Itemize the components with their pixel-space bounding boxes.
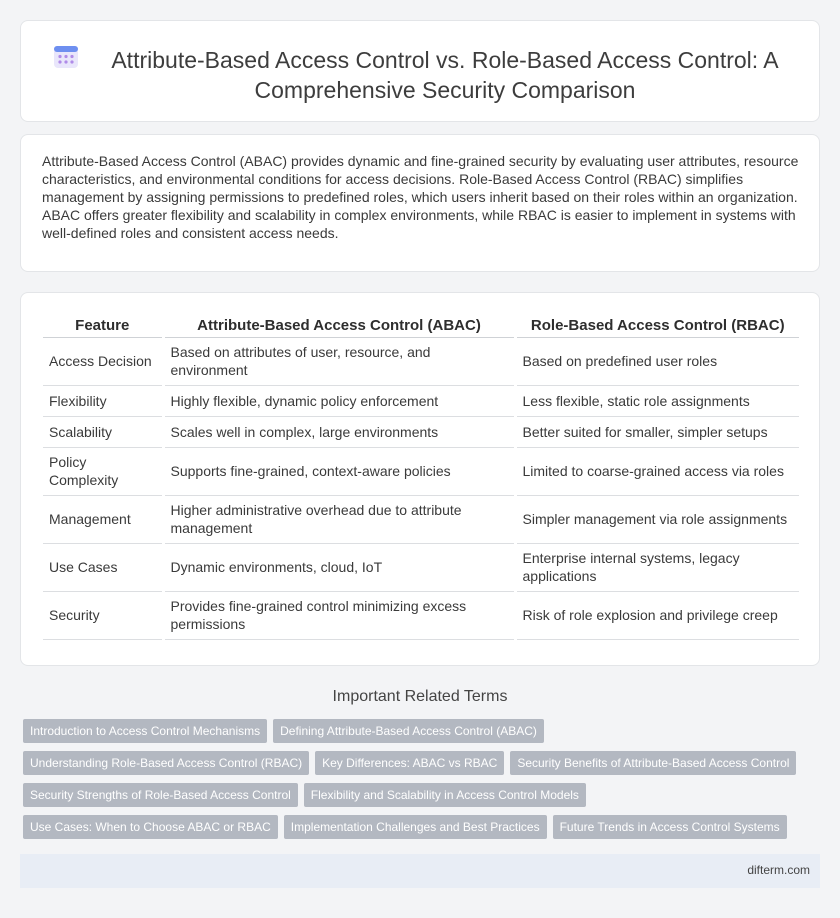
rbac-cell: Limited to coarse-grained access via roles [515, 447, 799, 495]
column-header-feature: Feature [43, 315, 163, 337]
intro-card [20, 134, 820, 272]
feature-cell: Use Cases [43, 543, 163, 591]
feature-cell: Security [43, 591, 163, 639]
tag-row [23, 751, 803, 783]
related-term-tag[interactable]: Implementation Challenges and Best Practices [284, 815, 547, 839]
tag-row [23, 815, 803, 847]
column-header-rbac: Role-Based Access Control (RBAC) [515, 315, 799, 337]
tag-row [23, 719, 803, 751]
related-term-tag[interactable]: Future Trends in Access Control Systems [553, 815, 787, 839]
feature-cell: Management [43, 495, 163, 543]
footer-bar [20, 854, 820, 888]
related-term-tag[interactable]: Introduction to Access Control Mechanisms [23, 719, 267, 743]
rbac-cell: Better suited for smaller, simpler setups [515, 416, 799, 447]
table-row [43, 591, 799, 639]
table-row [43, 447, 799, 495]
abac-cell: Based on attributes of user, resource, and environment [163, 337, 515, 385]
comparison-table [43, 315, 799, 640]
related-terms-heading: Important Related Terms [332, 688, 508, 705]
table-row [43, 495, 799, 543]
related-term-tag[interactable]: Understanding Role-Based Access Control (RBAC) [23, 751, 309, 775]
rbac-cell: Less flexible, static role assignments [515, 385, 799, 416]
abac-cell: Higher administrative overhead due to attribute management [163, 495, 515, 543]
tag-row [23, 783, 803, 815]
related-term-tag[interactable]: Security Benefits of Attribute-Based Access Control [510, 751, 796, 775]
related-terms-list [23, 719, 803, 847]
abac-cell: Provides fine-grained control minimizing excess permissions [163, 591, 515, 639]
table-row [43, 337, 799, 385]
feature-cell: Access Decision [43, 337, 163, 385]
related-term-tag[interactable]: Flexibility and Scalability in Access Control Models [304, 783, 586, 807]
intro-paragraph: Attribute-Based Access Control (ABAC) provides dynamic and fine-grained security by evaluating user attributes, resource characteristics, and environmental conditions for access decisions. Role-Based Access Control (RBAC) simplifies management by assigning permissions to predefined roles, which users inherit based on their roles within an organization. ABAC offers greater flexibility and scalability in complex environments, while RBAC is easier to implement in systems with well-defined roles and consistent access needs. [42, 153, 799, 241]
abac-cell: Supports fine-grained, context-aware policies [163, 447, 515, 495]
abac-cell: Scales well in complex, large environments [163, 416, 515, 447]
comparison-table-card [20, 292, 820, 666]
abac-cell: Highly flexible, dynamic policy enforcement [163, 385, 515, 416]
rbac-cell: Based on predefined user roles [515, 337, 799, 385]
related-term-tag[interactable]: Use Cases: When to Choose ABAC or RBAC [23, 815, 278, 839]
header-card [20, 20, 820, 122]
calendar-grid-icon [53, 44, 79, 70]
table-row [43, 543, 799, 591]
rbac-cell: Enterprise internal systems, legacy applications [515, 543, 799, 591]
page-title: Attribute-Based Access Control vs. Role-Based Access Control: A Comprehensive Security Comparison [111, 47, 779, 103]
table-header-row [43, 315, 799, 337]
feature-cell: Scalability [43, 416, 163, 447]
column-header-abac: Attribute-Based Access Control (ABAC) [163, 315, 515, 337]
abac-cell: Dynamic environments, cloud, IoT [163, 543, 515, 591]
feature-cell: Policy Complexity [43, 447, 163, 495]
related-term-tag[interactable]: Defining Attribute-Based Access Control (ABAC) [273, 719, 544, 743]
related-term-tag[interactable]: Security Strengths of Role-Based Access Control [23, 783, 298, 807]
rbac-cell: Simpler management via role assignments [515, 495, 799, 543]
related-term-tag[interactable]: Key Differences: ABAC vs RBAC [315, 751, 504, 775]
feature-cell: Flexibility [43, 385, 163, 416]
table-row [43, 385, 799, 416]
table-row [43, 416, 799, 447]
footer-brand-link[interactable]: difterm.com [747, 863, 810, 877]
rbac-cell: Risk of role explosion and privilege creep [515, 591, 799, 639]
